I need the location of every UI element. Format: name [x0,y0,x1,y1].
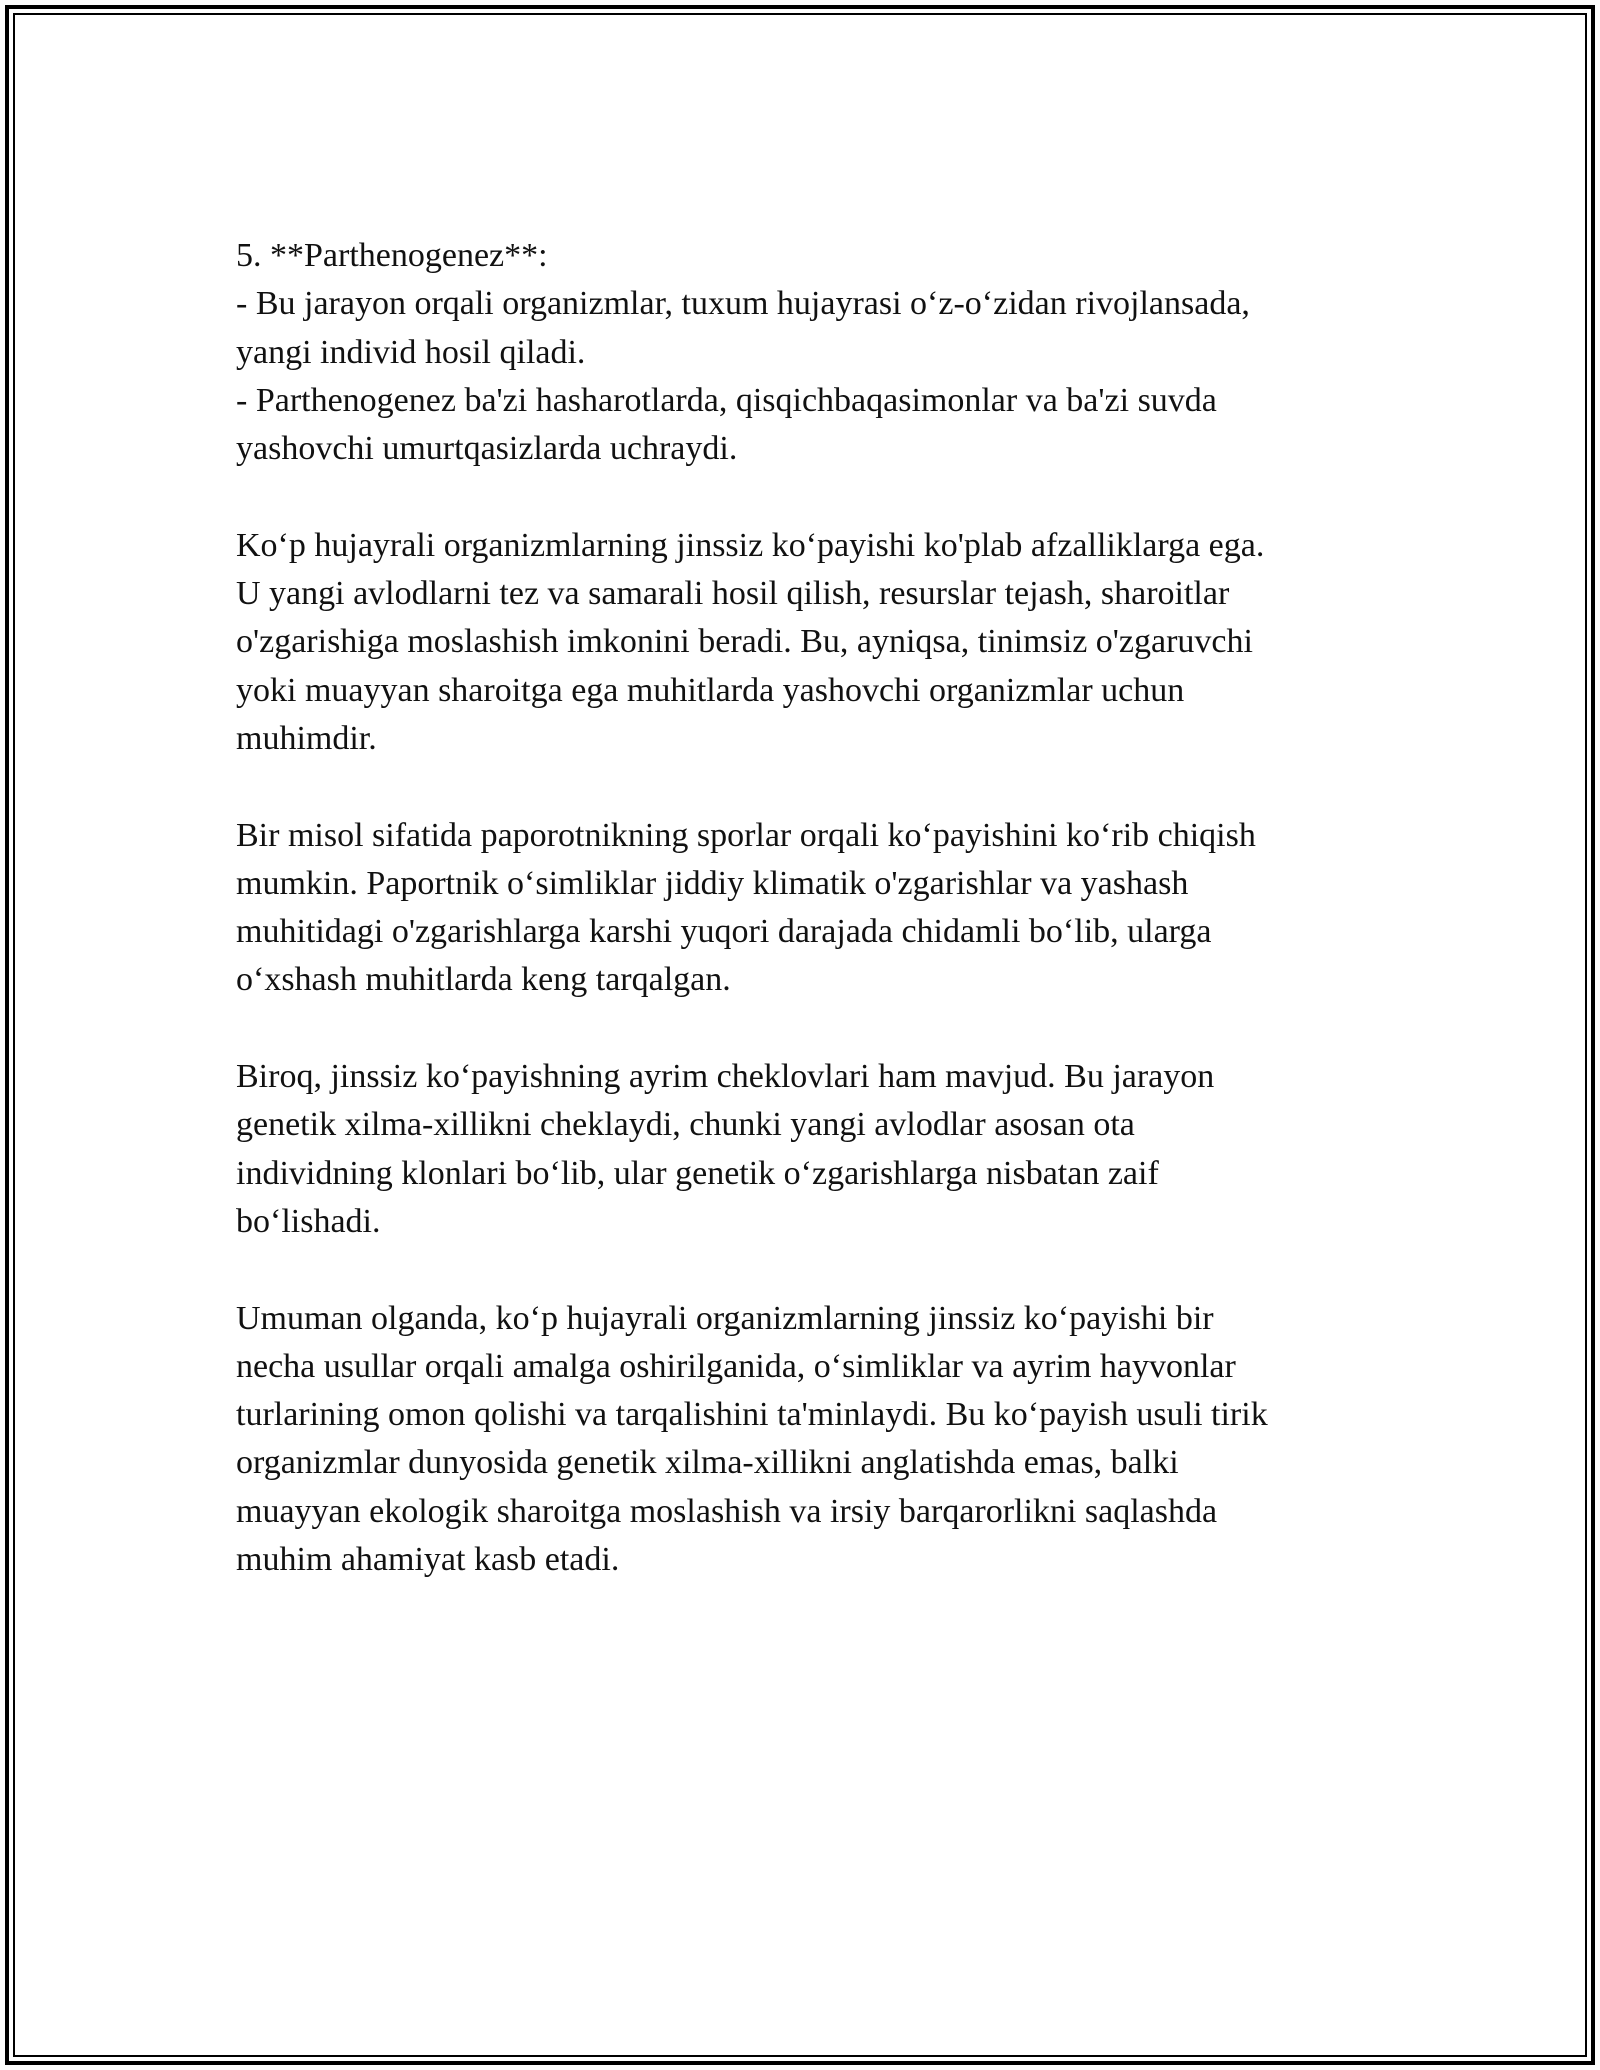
paragraph-spacer [236,763,1386,811]
paragraph: Umuman olganda, ko‘p hujayrali organizmlarning jinssiz ko‘payishi bir necha usullar orqali amalga oshirilganida, o‘simliklar va ayrim hayvonlar turlarining omon qolishi va tarqalishini ta'minlaydi. Bu ko‘payish usuli tirik organizmlar dunyosida genetik xilma-xillikni anglatishda emas, balki muayyan ekologik sharoitga moslashish va irsiy barqarorlikni saqlashda muhim ahamiyat kasb etadi. [236,1299,1268,1579]
paragraph-spacer [236,1246,1386,1294]
paragraph: Ko‘p hujayrali organizmlarning jinssiz ko‘payishi ko'plab afzalliklarga ega. U yangi avlodlarni tez va samarali hosil qilish, resurslar tejash, sharoitlar o'zgarishiga moslashish imkonini beradi. Bu, ayniqsa, tinimsiz o'zgaruvchi yoki muayyan sharoitga ega muhitlarda yashovchi organizmlar uchun muhimdir. [236,526,1265,757]
paragraph-spacer [236,473,1386,521]
paragraph: Biroq, jinssiz ko‘payishning ayrim cheklovlari ham mavjud. Bu jarayon genetik xilma-xillikni cheklaydi, chunki yangi avlodlar asosan ota individning klonlari bo‘lib, ular genetik o‘zgarishlarga nisbatan zaif bo‘lishadi. [236,1058,1215,1240]
bullet-item: - Bu jarayon orqali organizmlar, tuxum hujayrasi o‘z-o‘zidan rivojlansada, yangi individ hosil qiladi. [236,285,1250,371]
paragraph-spacer [236,1005,1386,1053]
paragraph: Bir misol sifatida paporotnikning sporlar orqali ko‘payishini ko‘rib chiqish mumkin. Paportnik o‘simliklar jiddiy klimatik o'zgarishlar va yashash muhitidagi o'zgarishlarga karshi yuqori darajada chidamli bo‘lib, ularga o‘xshash muhitlarda keng tarqalgan. [236,816,1256,999]
section-heading: 5. **Parthenogenez**: [236,237,548,274]
bullet-item: - Parthenogenez ba'zi hasharotlarda, qisqichbaqasimonlar va ba'zi suvda yashovchi umurtqasizlarda uchraydi. [236,381,1217,468]
document-body [236,232,1386,1584]
